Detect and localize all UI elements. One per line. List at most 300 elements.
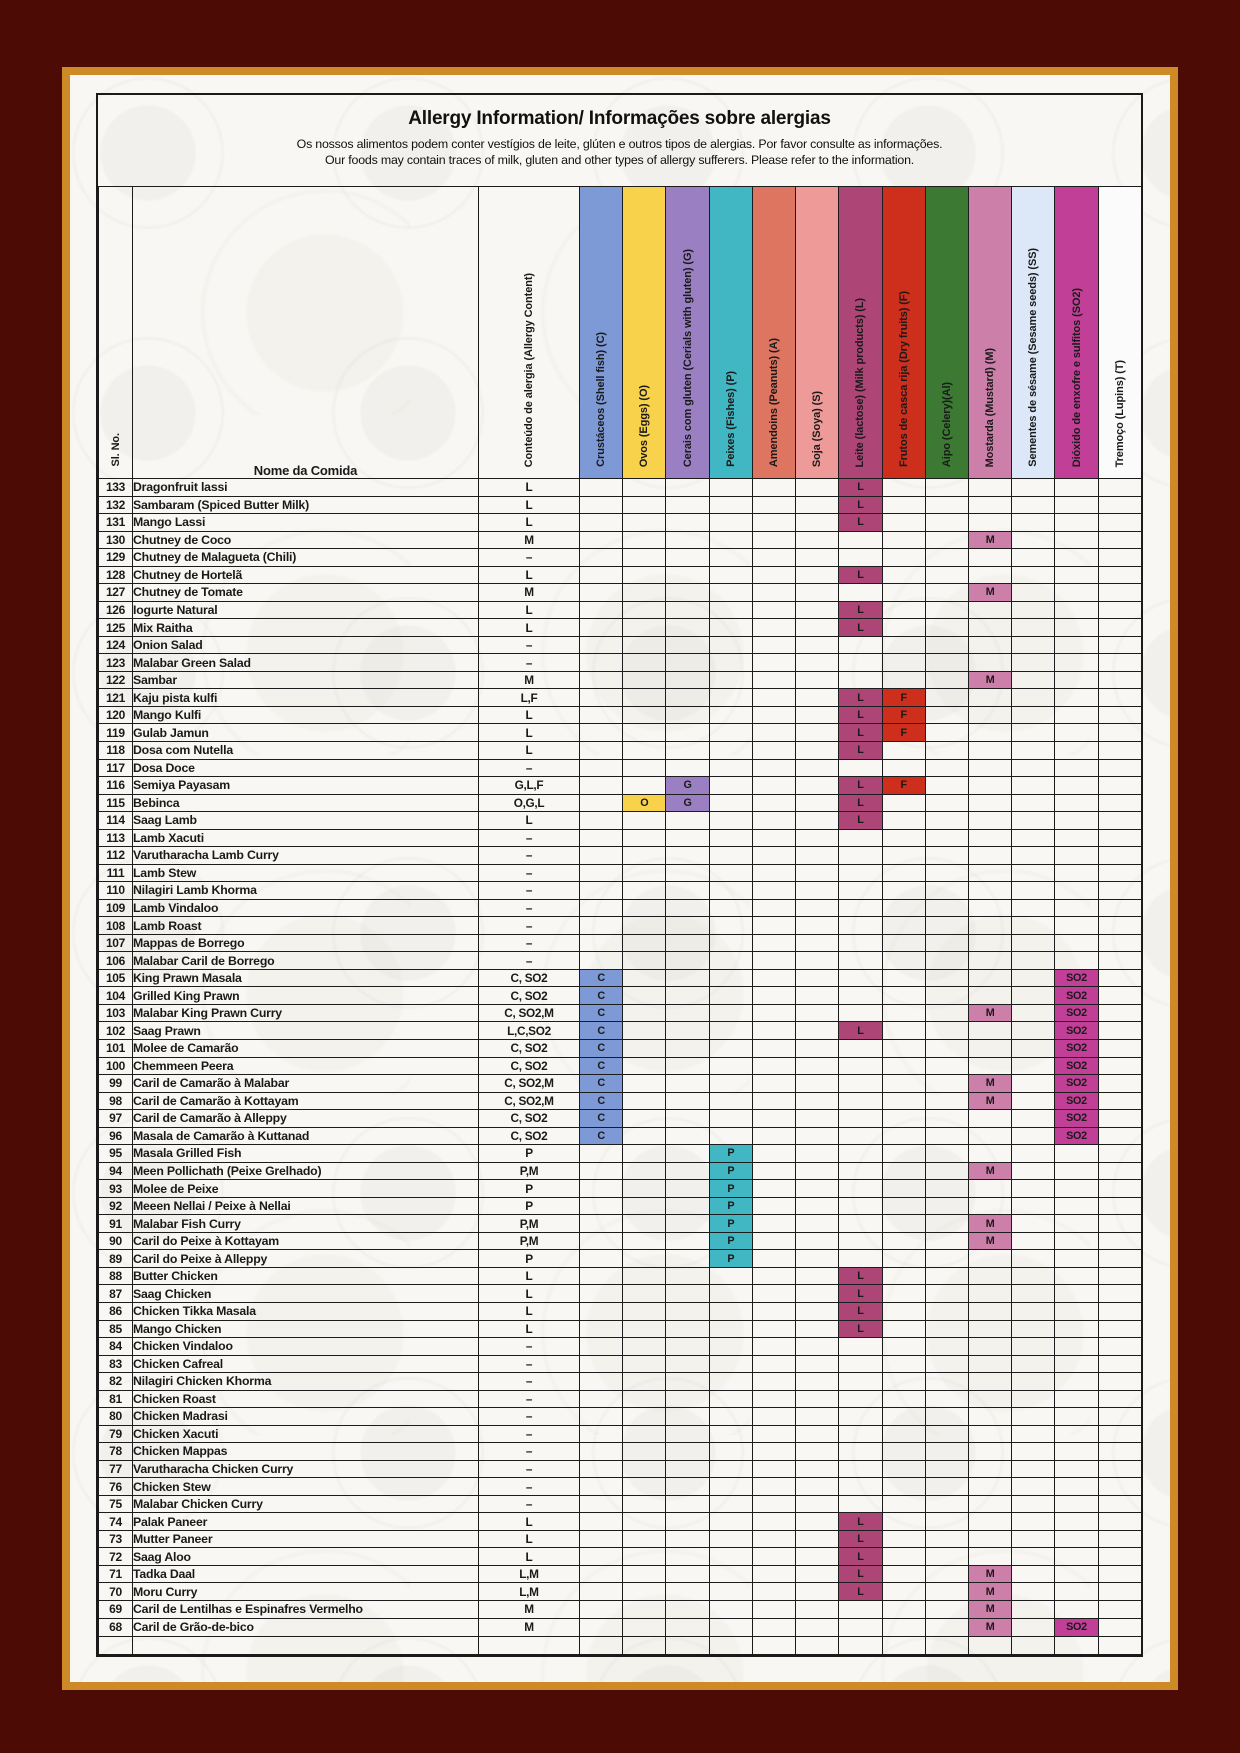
cell-content: – bbox=[479, 1425, 580, 1443]
cell-mark-c bbox=[580, 1495, 623, 1513]
cell-mark-ss bbox=[1012, 1443, 1055, 1461]
cell-mark-c bbox=[580, 1408, 623, 1426]
cell-mark-c: C bbox=[580, 1004, 623, 1022]
table-row bbox=[99, 829, 1142, 847]
cell-mark-t bbox=[1098, 1110, 1141, 1128]
cell-mark-f bbox=[882, 1513, 925, 1531]
cell-mark-so2 bbox=[1055, 1443, 1098, 1461]
cell-mark-m bbox=[968, 654, 1011, 672]
cell-mark-m bbox=[968, 1373, 1011, 1391]
cell-mark-a bbox=[752, 1460, 795, 1478]
table-row bbox=[99, 1618, 1142, 1636]
cell-mark-ss bbox=[1012, 514, 1055, 532]
cell-slno: 80 bbox=[99, 1408, 133, 1426]
cell-mark-al bbox=[925, 864, 968, 882]
cell-mark-o bbox=[623, 1583, 666, 1601]
cell-content: L,M bbox=[479, 1565, 580, 1583]
cell-mark-m bbox=[968, 812, 1011, 830]
table-row bbox=[99, 531, 1142, 549]
cell-slno: 120 bbox=[99, 706, 133, 724]
cell-mark-c bbox=[580, 1425, 623, 1443]
cell-name: Chutney de Coco bbox=[133, 531, 479, 549]
cell-name: Chicken Tikka Masala bbox=[133, 1302, 479, 1320]
cell-mark-a bbox=[752, 1530, 795, 1548]
cell-name: Varutharacha Chicken Curry bbox=[133, 1460, 479, 1478]
cell-mark-a bbox=[752, 1565, 795, 1583]
cell-content: G,L,F bbox=[479, 777, 580, 795]
cell-mark-ss bbox=[1012, 1285, 1055, 1303]
cell-mark-c bbox=[580, 566, 623, 584]
cell-mark-f bbox=[882, 1180, 925, 1198]
cell-mark-t bbox=[1098, 1495, 1141, 1513]
cell-slno: 97 bbox=[99, 1110, 133, 1128]
cell-mark-l bbox=[839, 829, 882, 847]
cell-mark-a bbox=[752, 1373, 795, 1391]
cell-mark-m bbox=[968, 479, 1011, 497]
cell-mark-al bbox=[925, 1460, 968, 1478]
cell-name: Chicken Cafreal bbox=[133, 1355, 479, 1373]
cell-content: L bbox=[479, 1513, 580, 1531]
cell-content: C, SO2 bbox=[479, 1110, 580, 1128]
cell-mark-t bbox=[1098, 496, 1141, 514]
cell-mark-g bbox=[666, 1320, 709, 1338]
cell-mark-p bbox=[709, 1355, 752, 1373]
cell-content: L bbox=[479, 741, 580, 759]
cell-mark-so2 bbox=[1055, 1601, 1098, 1619]
cell-mark-m bbox=[968, 759, 1011, 777]
cell-content: P bbox=[479, 1197, 580, 1215]
cell-content: – bbox=[479, 1460, 580, 1478]
cell-slno: 94 bbox=[99, 1162, 133, 1180]
cell-name: Lamb Roast bbox=[133, 917, 479, 935]
cell-mark-o bbox=[623, 1338, 666, 1356]
cell-mark-f bbox=[882, 1110, 925, 1128]
cell-mark-t bbox=[1098, 1460, 1141, 1478]
cell-slno: 87 bbox=[99, 1285, 133, 1303]
cell-mark-p bbox=[709, 934, 752, 952]
cell-mark-ss bbox=[1012, 689, 1055, 707]
cell-name: Malabar Chicken Curry bbox=[133, 1495, 479, 1513]
cell-mark-l bbox=[839, 1460, 882, 1478]
cell-mark-g bbox=[666, 1057, 709, 1075]
cell-mark-l: L bbox=[839, 741, 882, 759]
cell-mark-f bbox=[882, 1320, 925, 1338]
cell-mark-f bbox=[882, 741, 925, 759]
cell-name: Mango Kulfi bbox=[133, 706, 479, 724]
content-header-label: Conteúdo de alergia (Allergy Content) bbox=[523, 272, 535, 467]
cell-mark-m bbox=[968, 601, 1011, 619]
cell-mark-c bbox=[580, 671, 623, 689]
cell-slno: 74 bbox=[99, 1513, 133, 1531]
cell-mark-g bbox=[666, 969, 709, 987]
cell-mark-m bbox=[968, 1180, 1011, 1198]
table-row bbox=[99, 689, 1142, 707]
cell-content: – bbox=[479, 1495, 580, 1513]
cell-slno: 104 bbox=[99, 987, 133, 1005]
allergen-header-label: Peixes (Fishes) (P) bbox=[724, 371, 737, 467]
cell-mark-l bbox=[839, 1215, 882, 1233]
cell-content: L bbox=[479, 566, 580, 584]
cell-mark-a bbox=[752, 1583, 795, 1601]
cell-mark-so2: SO2 bbox=[1055, 969, 1098, 987]
cell-mark-al bbox=[925, 1250, 968, 1268]
cell-mark-c bbox=[580, 1601, 623, 1619]
cell-mark-ss bbox=[1012, 1390, 1055, 1408]
cell-name: Mappas de Borrego bbox=[133, 934, 479, 952]
cell-mark-f bbox=[882, 1267, 925, 1285]
cell-mark-t bbox=[1098, 1127, 1141, 1145]
cell-mark-p bbox=[709, 1565, 752, 1583]
empty-cell bbox=[1055, 1637, 1098, 1655]
cell-mark-ss bbox=[1012, 1232, 1055, 1250]
cell-name: Chicken Vindaloo bbox=[133, 1338, 479, 1356]
cell-mark-s bbox=[796, 566, 839, 584]
cell-mark-al bbox=[925, 1075, 968, 1093]
cell-mark-c bbox=[580, 934, 623, 952]
cell-mark-t bbox=[1098, 531, 1141, 549]
allergen-header-label: Leite (lactose) (Milk products) (L) bbox=[854, 297, 867, 467]
cell-mark-p bbox=[709, 1075, 752, 1093]
cell-mark-o bbox=[623, 934, 666, 952]
cell-content: P bbox=[479, 1180, 580, 1198]
cell-mark-p bbox=[709, 1092, 752, 1110]
cell-mark-a bbox=[752, 987, 795, 1005]
col-header-g bbox=[666, 187, 709, 479]
cell-mark-ss bbox=[1012, 1215, 1055, 1233]
cell-mark-ss bbox=[1012, 899, 1055, 917]
cell-mark-o bbox=[623, 1232, 666, 1250]
cell-mark-t bbox=[1098, 969, 1141, 987]
cell-mark-g bbox=[666, 636, 709, 654]
cell-mark-g bbox=[666, 812, 709, 830]
cell-mark-so2 bbox=[1055, 847, 1098, 865]
cell-mark-g bbox=[666, 1215, 709, 1233]
allergen-header-label: Cerais com gluten (Cerials with gluten) (G) bbox=[681, 248, 694, 467]
allergen-header-label: Sementes de sésame (Sesame seeds) (SS) bbox=[1027, 248, 1040, 467]
cell-mark-a bbox=[752, 812, 795, 830]
cell-mark-o bbox=[623, 969, 666, 987]
cell-mark-s bbox=[796, 1127, 839, 1145]
cell-content: L bbox=[479, 514, 580, 532]
cell-mark-c bbox=[580, 1180, 623, 1198]
cell-name: Nilagiri Chicken Khorma bbox=[133, 1373, 479, 1391]
empty-cell bbox=[580, 1637, 623, 1655]
cell-mark-a bbox=[752, 549, 795, 567]
cell-mark-p bbox=[709, 1390, 752, 1408]
cell-mark-m bbox=[968, 1408, 1011, 1426]
cell-mark-so2 bbox=[1055, 689, 1098, 707]
cell-mark-f: F bbox=[882, 689, 925, 707]
cell-mark-o bbox=[623, 619, 666, 637]
cell-mark-o bbox=[623, 549, 666, 567]
cell-mark-l bbox=[839, 1145, 882, 1163]
cell-slno: 115 bbox=[99, 794, 133, 812]
cell-mark-ss bbox=[1012, 1565, 1055, 1583]
cell-slno: 121 bbox=[99, 689, 133, 707]
cell-mark-l: L bbox=[839, 1022, 882, 1040]
table-row bbox=[99, 1232, 1142, 1250]
table-row bbox=[99, 1513, 1142, 1531]
cell-mark-o bbox=[623, 496, 666, 514]
cell-mark-o bbox=[623, 1215, 666, 1233]
cell-mark-p bbox=[709, 1373, 752, 1391]
cell-mark-so2 bbox=[1055, 934, 1098, 952]
cell-mark-m bbox=[968, 829, 1011, 847]
cell-mark-o bbox=[623, 1110, 666, 1128]
cell-mark-o bbox=[623, 1495, 666, 1513]
table-row bbox=[99, 1250, 1142, 1268]
cell-content: L bbox=[479, 479, 580, 497]
cell-mark-f bbox=[882, 1425, 925, 1443]
cell-mark-l: L bbox=[839, 1320, 882, 1338]
cell-content: – bbox=[479, 917, 580, 935]
cell-mark-f bbox=[882, 636, 925, 654]
cell-mark-c bbox=[580, 1197, 623, 1215]
cell-mark-o bbox=[623, 479, 666, 497]
cell-name: Malabar Green Salad bbox=[133, 654, 479, 672]
cell-mark-l: L bbox=[839, 619, 882, 637]
cell-mark-a bbox=[752, 1285, 795, 1303]
cell-mark-a bbox=[752, 1320, 795, 1338]
cell-mark-c: C bbox=[580, 1075, 623, 1093]
cell-mark-so2 bbox=[1055, 794, 1098, 812]
cell-mark-al bbox=[925, 1057, 968, 1075]
cell-mark-l bbox=[839, 1162, 882, 1180]
cell-mark-t bbox=[1098, 1302, 1141, 1320]
cell-mark-t bbox=[1098, 1215, 1141, 1233]
cell-mark-l: L bbox=[839, 689, 882, 707]
cell-mark-o bbox=[623, 1004, 666, 1022]
table-row bbox=[99, 934, 1142, 952]
cell-mark-c bbox=[580, 1267, 623, 1285]
cell-mark-g bbox=[666, 847, 709, 865]
cell-mark-g bbox=[666, 1443, 709, 1461]
cell-mark-ss bbox=[1012, 1022, 1055, 1040]
cell-mark-al bbox=[925, 1425, 968, 1443]
cell-content: P,M bbox=[479, 1232, 580, 1250]
cell-mark-al bbox=[925, 636, 968, 654]
cell-slno: 70 bbox=[99, 1583, 133, 1601]
cell-mark-ss bbox=[1012, 601, 1055, 619]
cell-slno: 122 bbox=[99, 671, 133, 689]
cell-name: Caril do Peixe à Alleppy bbox=[133, 1250, 479, 1268]
cell-content: L bbox=[479, 1267, 580, 1285]
cell-content: M bbox=[479, 584, 580, 602]
subtitle-portuguese: Os nossos alimentos podem conter vestígios de leite, glúten e outros tipos de alergias. Por favor consulte as informações. bbox=[296, 137, 943, 151]
cell-mark-p bbox=[709, 1513, 752, 1531]
cell-name: Moru Curry bbox=[133, 1583, 479, 1601]
cell-mark-g bbox=[666, 1197, 709, 1215]
cell-mark-g bbox=[666, 1408, 709, 1426]
cell-mark-p bbox=[709, 829, 752, 847]
cell-mark-c bbox=[580, 1583, 623, 1601]
cell-mark-m bbox=[968, 1302, 1011, 1320]
cell-mark-m: M bbox=[968, 1583, 1011, 1601]
table-row bbox=[99, 1355, 1142, 1373]
cell-mark-l bbox=[839, 1197, 882, 1215]
cell-mark-c bbox=[580, 847, 623, 865]
cell-mark-t bbox=[1098, 1320, 1141, 1338]
cell-mark-f bbox=[882, 1601, 925, 1619]
cell-mark-o bbox=[623, 724, 666, 742]
cell-mark-ss bbox=[1012, 1004, 1055, 1022]
cell-mark-o bbox=[623, 952, 666, 970]
cell-mark-t bbox=[1098, 899, 1141, 917]
cell-mark-g bbox=[666, 1583, 709, 1601]
cell-slno: 93 bbox=[99, 1180, 133, 1198]
cell-mark-c bbox=[580, 1162, 623, 1180]
cell-mark-f bbox=[882, 847, 925, 865]
table-row bbox=[99, 759, 1142, 777]
cell-mark-m bbox=[968, 1443, 1011, 1461]
cell-mark-g bbox=[666, 899, 709, 917]
cell-mark-m bbox=[968, 1040, 1011, 1058]
cell-content: – bbox=[479, 1478, 580, 1496]
cell-mark-o bbox=[623, 1390, 666, 1408]
cell-mark-s bbox=[796, 952, 839, 970]
cell-mark-so2 bbox=[1055, 864, 1098, 882]
cell-mark-c bbox=[580, 636, 623, 654]
cell-mark-so2 bbox=[1055, 479, 1098, 497]
cell-mark-ss bbox=[1012, 794, 1055, 812]
cell-mark-t bbox=[1098, 1075, 1141, 1093]
cell-mark-al bbox=[925, 1320, 968, 1338]
cell-mark-s bbox=[796, 777, 839, 795]
cell-mark-a bbox=[752, 882, 795, 900]
cell-mark-l bbox=[839, 1250, 882, 1268]
cell-mark-o bbox=[623, 1355, 666, 1373]
cell-mark-t bbox=[1098, 741, 1141, 759]
cell-mark-g bbox=[666, 1618, 709, 1636]
cell-mark-al bbox=[925, 1565, 968, 1583]
cell-mark-o bbox=[623, 1373, 666, 1391]
cell-mark-m bbox=[968, 1320, 1011, 1338]
cell-name: Mango Chicken bbox=[133, 1320, 479, 1338]
cell-mark-l bbox=[839, 864, 882, 882]
cell-mark-a bbox=[752, 1267, 795, 1285]
cell-name: Meeen Nellai / Peixe à Nellai bbox=[133, 1197, 479, 1215]
cell-mark-so2 bbox=[1055, 584, 1098, 602]
cell-mark-l: L bbox=[839, 1565, 882, 1583]
cell-mark-o bbox=[623, 1530, 666, 1548]
cell-name: Dosa com Nutella bbox=[133, 741, 479, 759]
cell-mark-ss bbox=[1012, 1513, 1055, 1531]
table-row bbox=[99, 1548, 1142, 1566]
cell-content: L bbox=[479, 601, 580, 619]
empty-cell bbox=[479, 1637, 580, 1655]
cell-content: – bbox=[479, 882, 580, 900]
cell-mark-so2 bbox=[1055, 1285, 1098, 1303]
cell-name: Kaju pista kulfi bbox=[133, 689, 479, 707]
cell-mark-c: C bbox=[580, 969, 623, 987]
cell-mark-g bbox=[666, 566, 709, 584]
subtitle-english: Our foods may contain traces of milk, gluten and other types of allergy sufferers. Please refer to the information. bbox=[324, 153, 915, 167]
cell-content: – bbox=[479, 1390, 580, 1408]
cell-mark-m bbox=[968, 1460, 1011, 1478]
cell-mark-g bbox=[666, 1075, 709, 1093]
cell-name: Malabar Fish Curry bbox=[133, 1215, 479, 1233]
cell-mark-ss bbox=[1012, 619, 1055, 637]
cell-mark-f bbox=[882, 952, 925, 970]
table-row bbox=[99, 1425, 1142, 1443]
cell-mark-so2 bbox=[1055, 724, 1098, 742]
cell-slno: 79 bbox=[99, 1425, 133, 1443]
cell-content: C, SO2 bbox=[479, 1040, 580, 1058]
cell-mark-f bbox=[882, 619, 925, 637]
cell-mark-o bbox=[623, 1302, 666, 1320]
cell-mark-m bbox=[968, 934, 1011, 952]
cell-content: – bbox=[479, 899, 580, 917]
empty-cell bbox=[666, 1637, 709, 1655]
cell-mark-t bbox=[1098, 1057, 1141, 1075]
cell-mark-o bbox=[623, 1197, 666, 1215]
cell-mark-l bbox=[839, 1127, 882, 1145]
cell-mark-so2 bbox=[1055, 741, 1098, 759]
cell-mark-al bbox=[925, 1495, 968, 1513]
cell-mark-a bbox=[752, 1197, 795, 1215]
cell-slno: 88 bbox=[99, 1267, 133, 1285]
cell-mark-al bbox=[925, 514, 968, 532]
cell-mark-o bbox=[623, 636, 666, 654]
cell-mark-g bbox=[666, 479, 709, 497]
cell-mark-s bbox=[796, 654, 839, 672]
cell-mark-f bbox=[882, 1022, 925, 1040]
cell-mark-al bbox=[925, 654, 968, 672]
cell-mark-t bbox=[1098, 1583, 1141, 1601]
cell-mark-g bbox=[666, 1373, 709, 1391]
cell-mark-g bbox=[666, 619, 709, 637]
cell-mark-o bbox=[623, 1408, 666, 1426]
cell-mark-al bbox=[925, 689, 968, 707]
cell-mark-al bbox=[925, 531, 968, 549]
cell-mark-p bbox=[709, 1004, 752, 1022]
cell-mark-f bbox=[882, 864, 925, 882]
cell-mark-f bbox=[882, 671, 925, 689]
cell-mark-p bbox=[709, 917, 752, 935]
cell-mark-c bbox=[580, 1443, 623, 1461]
cell-mark-l bbox=[839, 1180, 882, 1198]
cell-mark-o bbox=[623, 584, 666, 602]
cell-name: Chicken Xacuti bbox=[133, 1425, 479, 1443]
cell-mark-a bbox=[752, 601, 795, 619]
cell-slno: 103 bbox=[99, 1004, 133, 1022]
cell-mark-m: M bbox=[968, 1565, 1011, 1583]
cell-mark-f bbox=[882, 1092, 925, 1110]
cell-mark-a bbox=[752, 899, 795, 917]
cell-content: – bbox=[479, 654, 580, 672]
cell-mark-ss bbox=[1012, 654, 1055, 672]
cell-name: Molee de Peixe bbox=[133, 1180, 479, 1198]
cell-mark-so2: SO2 bbox=[1055, 1057, 1098, 1075]
table-row bbox=[99, 1215, 1142, 1233]
cell-mark-m bbox=[968, 1478, 1011, 1496]
cell-mark-ss bbox=[1012, 1425, 1055, 1443]
cell-mark-l bbox=[839, 549, 882, 567]
cell-mark-c bbox=[580, 741, 623, 759]
cell-mark-so2 bbox=[1055, 952, 1098, 970]
cell-mark-o bbox=[623, 654, 666, 672]
cell-slno: 119 bbox=[99, 724, 133, 742]
cell-mark-a bbox=[752, 689, 795, 707]
cell-mark-t bbox=[1098, 1390, 1141, 1408]
cell-slno: 131 bbox=[99, 514, 133, 532]
cell-mark-l bbox=[839, 1004, 882, 1022]
cell-mark-m bbox=[968, 689, 1011, 707]
cell-mark-s bbox=[796, 1197, 839, 1215]
cell-content: C, SO2,M bbox=[479, 1004, 580, 1022]
cell-mark-c bbox=[580, 1232, 623, 1250]
cell-mark-p bbox=[709, 514, 752, 532]
